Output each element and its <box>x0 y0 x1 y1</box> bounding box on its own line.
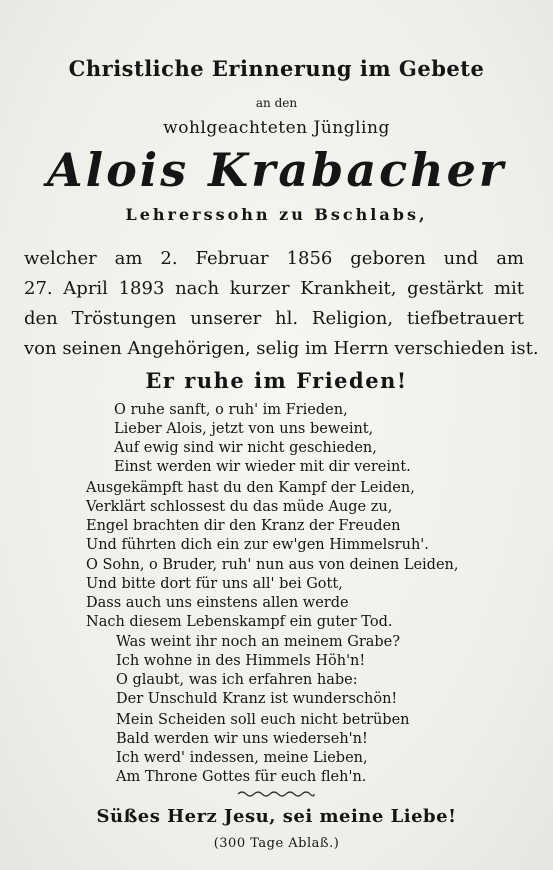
bio-line: welcher am 2. Februar 1856 geboren und am <box>24 248 524 269</box>
verse-3 <box>86 556 459 632</box>
heading-youth: wohlgeachteten Jüngling <box>163 118 390 138</box>
verse-2 <box>86 479 429 555</box>
verse-line: Mein Scheiden soll euch nicht betrüben <box>116 712 410 728</box>
motto-rest-in-peace: Er ruhe im Frieden! <box>145 368 408 393</box>
verse-line: Der Unschuld Kranz ist wunderschön! <box>116 691 398 707</box>
heading-remembrance: Christliche Erinnerung im Gebete <box>68 56 485 81</box>
heading-an-den: an den <box>255 96 298 110</box>
verse-line: Verklärt schlossest du das müde Auge zu, <box>86 499 393 515</box>
verse-line: O glaubt, was ich erfahren habe: <box>116 672 358 688</box>
verse-line: Bald werden wir uns wiederseh'n! <box>116 731 368 747</box>
wavy-divider <box>236 790 316 798</box>
verse-line: O ruhe sanft, o ruh' im Frieden, <box>114 402 348 418</box>
verse-line: Nach diesem Lebenskampf ein guter Tod. <box>86 614 393 630</box>
verse-line: Ich wohne in des Himmels Höh'n! <box>116 653 366 669</box>
verse-line: Und führten dich ein zur ew'gen Himmelsruh'. <box>86 537 429 553</box>
verse-line: O Sohn, o Bruder, ruh' nun aus von deinen Leiden, <box>86 557 459 573</box>
biography-paragraph <box>24 244 539 364</box>
verse-line: Einst werden wir wieder mit dir vereint. <box>114 459 411 475</box>
verse-line: Lieber Alois, jetzt von uns beweint, <box>114 421 374 437</box>
verse-4 <box>116 633 400 709</box>
verse-line: Auf ewig sind wir nicht geschieden, <box>114 440 377 456</box>
verse-line: Und bitte dort für uns all' bei Gott, <box>86 576 343 592</box>
verse-1 <box>114 401 411 477</box>
verse-line: Dass auch uns einstens allen werde <box>86 595 349 611</box>
verse-line: Engel brachten dir den Kranz der Freuden <box>86 518 401 534</box>
verse-5 <box>116 711 410 787</box>
deceased-name: Alois Krabacher <box>46 143 507 197</box>
deceased-subtitle: Lehrerssohn zu Bschlabs, <box>125 205 428 224</box>
indulgence-note: (300 Tage Ablaß.) <box>213 836 340 851</box>
verse-line: Ich werd' indessen, meine Lieben, <box>116 750 368 766</box>
verse-line: Am Throne Gottes für euch fleh'n. <box>116 769 367 785</box>
sacred-heart-prayer: Süßes Herz Jesu, sei meine Liebe! <box>96 806 457 827</box>
verse-line: Ausgekämpft hast du den Kampf der Leiden, <box>86 480 415 496</box>
bio-line: von seinen Angehörigen, selig im Herrn verschieden ist. <box>24 338 539 359</box>
bio-line: 27. April 1893 nach kurzer Krankheit, gestärkt mit <box>24 278 524 299</box>
bio-line: den Tröstungen unserer hl. Religion, tiefbetrauert <box>24 308 524 329</box>
verse-line: Was weint ihr noch an meinem Grabe? <box>116 634 401 650</box>
